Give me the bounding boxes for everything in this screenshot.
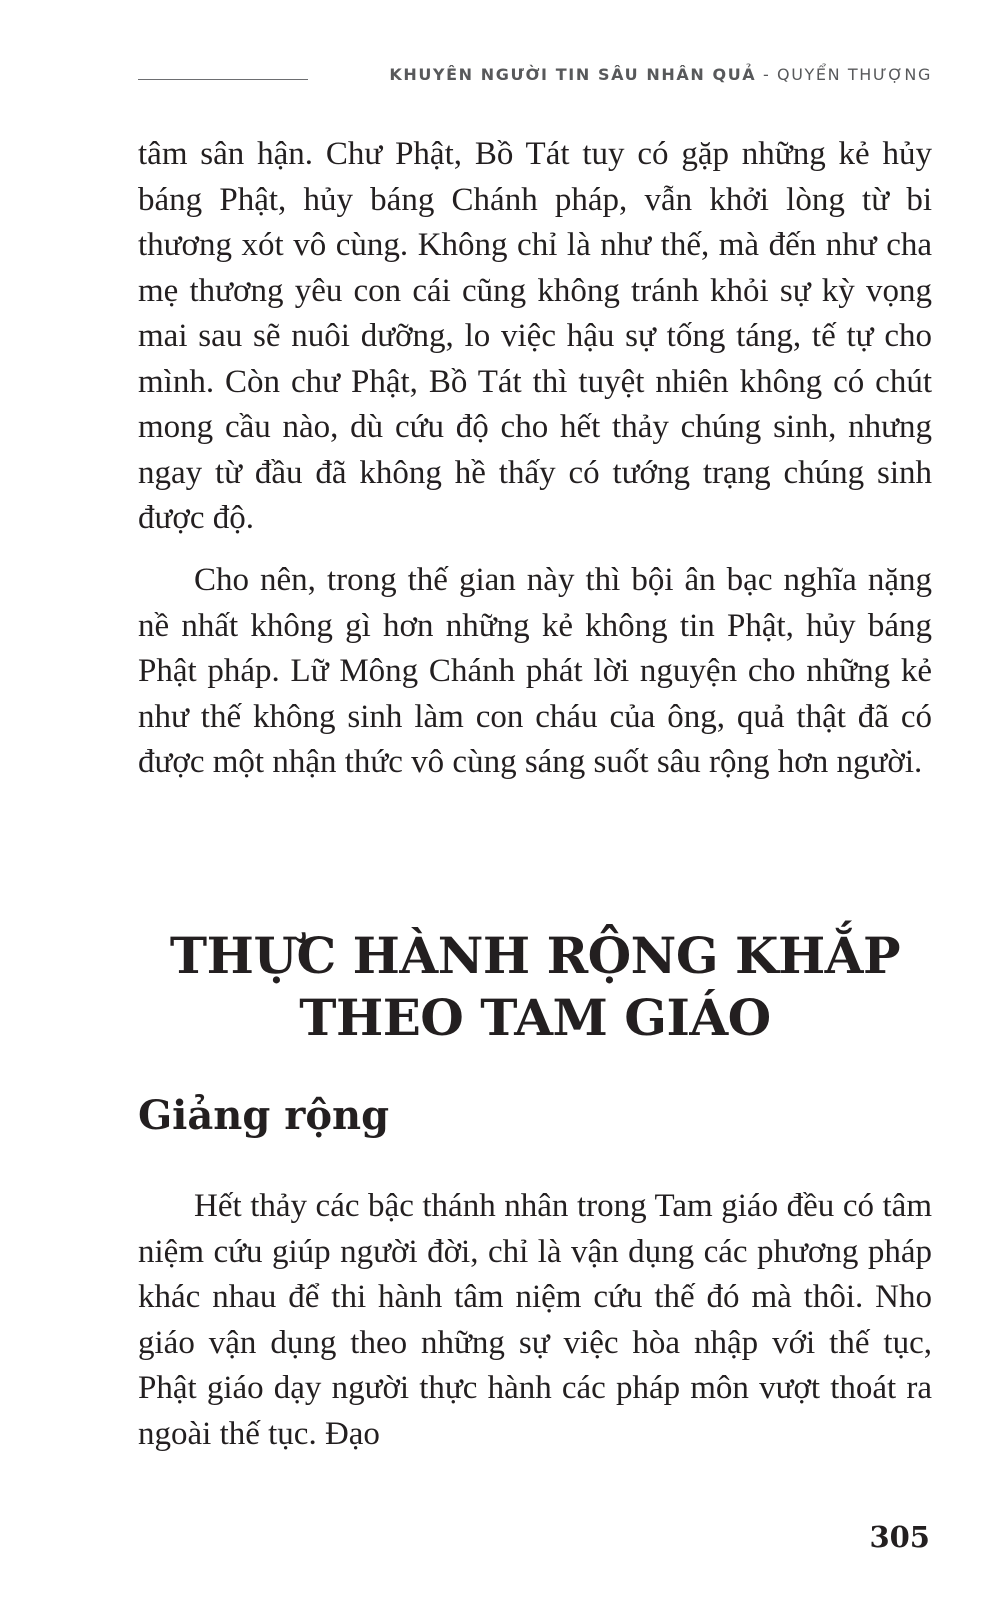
running-header <box>138 62 932 86</box>
section-paragraph: Hết thảy các bậc thánh nhân trong Tam giáo đều có tâm niệm cứu giúp người đời, chỉ là vận dụng các phương pháp khác nhau để thi hành tâm niệm cứu thế đó mà thôi. Nho giáo vận dụng theo những sự việc hòa nhập với thế tục, Phật giáo dạy người thực hành các pháp môn vượt thoát ra ngoài thế tục. Đạo <box>138 1188 932 1452</box>
header-book-title: KHUYÊN NGƯỜI TIN SÂU NHÂN QUẢ <box>389 64 757 84</box>
section-title-line-2: THEO TAM GIÁO <box>299 988 771 1047</box>
section-title <box>138 925 932 1049</box>
header-separator: - <box>756 64 778 84</box>
page-number: 305 <box>869 1520 930 1554</box>
paragraph: Cho nên, trong thế gian này thì bội ân bạc nghĩa nặng nề nhất không gì hơn những kẻ không tin Phật, hủy báng Phật pháp. Lữ Mông Chánh phát lời nguyện cho những kẻ như thế không sinh làm con cháu của ông, quả thật đã có được một nhận thức vô cùng sáng suốt sâu rộng hơn người. <box>138 562 932 780</box>
header-volume: QUYỂN THƯỢNG <box>777 64 932 84</box>
header-rule <box>138 79 308 80</box>
subheading: Giảng rộng <box>138 1092 390 1139</box>
header-text <box>389 65 932 84</box>
paragraph-continued: tâm sân hận. Chư Phật, Bồ Tát tuy có gặp những kẻ hủy báng Phật, hủy báng Chánh pháp, vẫn khởi lòng từ bi thương xót vô cùng. Không chỉ là như thế, mà đến như cha mẹ thương yêu con cái cũng không tránh khỏi sự kỳ vọng mai sau sẽ nuôi dưỡng, lo việc hậu sự tống táng, tế tự cho mình. Còn chư Phật, Bồ Tát thì tuyệt nhiên không có chút mong cầu nào, dù cứu độ cho hết thảy chúng sinh, nhưng ngay từ đầu đã không hề thấy có tướng trạng chúng sinh được độ. <box>138 136 932 536</box>
section-title-line-1: THỰC HÀNH RỘNG KHẮP <box>169 926 901 985</box>
